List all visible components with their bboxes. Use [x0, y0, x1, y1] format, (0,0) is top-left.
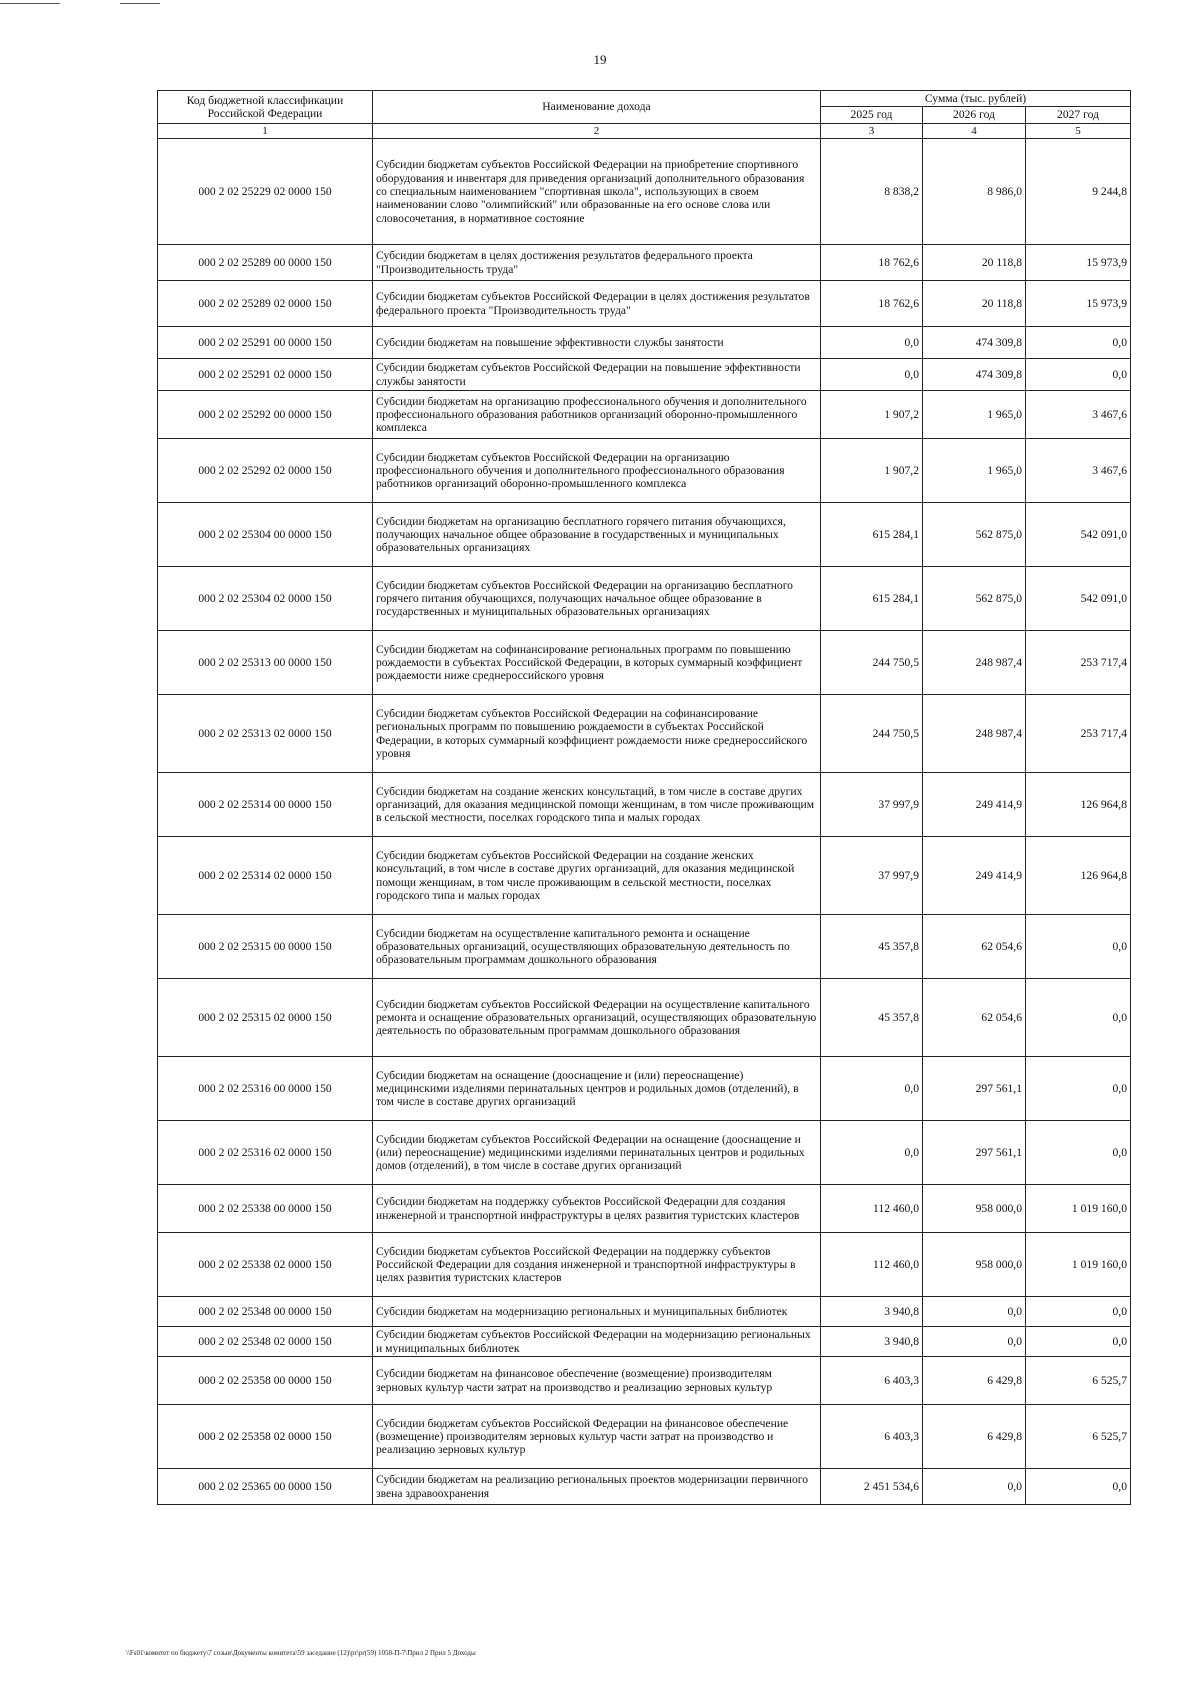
revenue-name-cell: Субсидии бюджетам на организацию бесплатного горячего питания обучающихся, получающих начальное общее образование в государственных и муниципальных образовательных организациях [373, 503, 821, 567]
revenue-name-cell: Субсидии бюджетам на повышение эффективности службы занятости [373, 327, 821, 359]
table-row [158, 1185, 1131, 1233]
table-row [158, 245, 1131, 281]
amount-2026-cell: 0,0 [923, 1327, 1026, 1357]
amount-2026-cell: 0,0 [923, 1297, 1026, 1327]
amount-2026-cell: 958 000,0 [923, 1233, 1026, 1297]
revenue-name-cell: Субсидии бюджетам субъектов Российской Федерации в целях достижения результатов федерального проекта "Производительность труда" [373, 281, 821, 327]
amount-2027-cell: 6 525,7 [1026, 1357, 1131, 1405]
revenue-name-cell: Субсидии бюджетам субъектов Российской Федерации на создание женских консультаций, в том числе в составе других организаций, для оказания медицинской помощи женщинам, в том числе проживающим в сельской местности, поселках городского типа и малых городах [373, 837, 821, 915]
amount-2026-cell: 562 875,0 [923, 503, 1026, 567]
amount-2025-cell: 6 403,3 [821, 1357, 923, 1405]
amount-2026-cell: 474 309,8 [923, 327, 1026, 359]
amount-2027-cell: 3 467,6 [1026, 439, 1131, 503]
budget-code-cell: 000 2 02 25316 02 0000 150 [158, 1121, 373, 1185]
revenue-name-cell: Субсидии бюджетам в целях достижения результатов федерального проекта "Производительность труда" [373, 245, 821, 281]
amount-2025-cell: 0,0 [821, 327, 923, 359]
amount-2025-cell: 3 940,8 [821, 1297, 923, 1327]
amount-2026-cell: 62 054,6 [923, 979, 1026, 1057]
amount-2025-cell: 112 460,0 [821, 1233, 923, 1297]
amount-2026-cell: 20 118,8 [923, 281, 1026, 327]
amount-2027-cell: 126 964,8 [1026, 773, 1131, 837]
table-row [158, 1297, 1131, 1327]
amount-2026-cell: 562 875,0 [923, 567, 1026, 631]
amount-2026-cell: 1 965,0 [923, 439, 1026, 503]
budget-code-cell: 000 2 02 25313 02 0000 150 [158, 695, 373, 773]
amount-2026-cell: 248 987,4 [923, 695, 1026, 773]
table-row [158, 503, 1131, 567]
budget-code-cell: 000 2 02 25289 00 0000 150 [158, 245, 373, 281]
amount-2027-cell: 542 091,0 [1026, 503, 1131, 567]
amount-2027-cell: 15 973,9 [1026, 281, 1131, 327]
column-number: 4 [923, 123, 1026, 139]
amount-2026-cell: 297 561,1 [923, 1121, 1026, 1185]
amount-2025-cell: 0,0 [821, 359, 923, 391]
amount-2027-cell: 253 717,4 [1026, 695, 1131, 773]
amount-2026-cell: 20 118,8 [923, 245, 1026, 281]
budget-code-cell: 000 2 02 25316 00 0000 150 [158, 1057, 373, 1121]
budget-code-cell: 000 2 02 25365 00 0000 150 [158, 1469, 373, 1505]
budget-code-cell: 000 2 02 25291 00 0000 150 [158, 327, 373, 359]
budget-code-cell: 000 2 02 25338 02 0000 150 [158, 1233, 373, 1297]
revenue-name-cell: Субсидии бюджетам субъектов Российской Федерации на финансовое обеспечение (возмещение) производителям зерновых культур части затрат на производство и реализацию зерновых культур [373, 1405, 821, 1469]
table-row [158, 281, 1131, 327]
header-name: Наименование дохода [373, 91, 821, 124]
amount-2025-cell: 244 750,5 [821, 631, 923, 695]
budget-code-cell: 000 2 02 25313 00 0000 150 [158, 631, 373, 695]
budget-code-cell: 000 2 02 25291 02 0000 150 [158, 359, 373, 391]
table-row [158, 439, 1131, 503]
revenue-name-cell: Субсидии бюджетам на оснащение (дооснащение и (или) переоснащение) медицинскими изделиями перинатальных центров и родильных домов (отделений), в том числе в составе других организаций [373, 1057, 821, 1121]
budget-code-cell: 000 2 02 25348 02 0000 150 [158, 1327, 373, 1357]
header-year-2026: 2026 год [923, 107, 1026, 123]
revenue-name-cell: Субсидии бюджетам субъектов Российской Федерации на поддержку субъектов Российской Федерации для создания инженерной и транспортной инфраструктуры в целях развития туристских кластеров [373, 1233, 821, 1297]
amount-2025-cell: 3 940,8 [821, 1327, 923, 1357]
amount-2027-cell: 9 244,8 [1026, 139, 1131, 245]
amount-2027-cell: 0,0 [1026, 1327, 1131, 1357]
amount-2027-cell: 3 467,6 [1026, 391, 1131, 439]
amount-2026-cell: 8 986,0 [923, 139, 1026, 245]
amount-2027-cell: 253 717,4 [1026, 631, 1131, 695]
revenue-name-cell: Субсидии бюджетам на осуществление капитального ремонта и оснащение образовательных организаций, осуществляющих образовательную деятельность по образовательным программам дошкольного образования [373, 915, 821, 979]
amount-2026-cell: 1 965,0 [923, 391, 1026, 439]
table-row [158, 1121, 1131, 1185]
amount-2025-cell: 8 838,2 [821, 139, 923, 245]
amount-2027-cell: 0,0 [1026, 1469, 1131, 1505]
amount-2027-cell: 0,0 [1026, 1057, 1131, 1121]
table-row [158, 631, 1131, 695]
table-row [158, 837, 1131, 915]
table-row [158, 391, 1131, 439]
table-column-numbers-row [158, 123, 1131, 139]
amount-2027-cell: 1 019 160,0 [1026, 1233, 1131, 1297]
amount-2026-cell: 248 987,4 [923, 631, 1026, 695]
amount-2027-cell: 542 091,0 [1026, 567, 1131, 631]
table-row [158, 359, 1131, 391]
table-row [158, 1327, 1131, 1357]
header-year-2027: 2027 год [1026, 107, 1131, 123]
budget-code-cell: 000 2 02 25304 00 0000 150 [158, 503, 373, 567]
amount-2025-cell: 2 451 534,6 [821, 1469, 923, 1505]
amount-2025-cell: 18 762,6 [821, 281, 923, 327]
amount-2027-cell: 0,0 [1026, 327, 1131, 359]
header-code: Код бюджетной классификации Российской Федерации [158, 91, 373, 124]
amount-2025-cell: 1 907,2 [821, 391, 923, 439]
amount-2027-cell: 0,0 [1026, 979, 1131, 1057]
amount-2027-cell: 15 973,9 [1026, 245, 1131, 281]
revenue-name-cell: Субсидии бюджетам субъектов Российской Федерации на софинансирование региональных программ по повышению рождаемости в субъектах Российской Федерации, в которых суммарный коэффициент рождаемости ниже среднероссийского уровня [373, 695, 821, 773]
revenue-name-cell: Субсидии бюджетам на реализацию региональных проектов модернизации первичного звена здравоохранения [373, 1469, 821, 1505]
amount-2025-cell: 0,0 [821, 1057, 923, 1121]
table-row [158, 773, 1131, 837]
budget-code-cell: 000 2 02 25315 02 0000 150 [158, 979, 373, 1057]
column-number: 5 [1026, 123, 1131, 139]
revenue-name-cell: Субсидии бюджетам на модернизацию региональных и муниципальных библиотек [373, 1297, 821, 1327]
amount-2027-cell: 0,0 [1026, 1121, 1131, 1185]
table-row [158, 979, 1131, 1057]
amount-2026-cell: 958 000,0 [923, 1185, 1026, 1233]
scan-artifact-line [0, 3, 60, 4]
page-number: 19 [593, 52, 607, 67]
amount-2027-cell: 0,0 [1026, 359, 1131, 391]
revenue-name-cell: Субсидии бюджетам субъектов Российской Федерации на осуществление капитального ремонта и оснащение образовательных организаций, осуществляющих образовательную деятельность по образовательным программам дошкольного образования [373, 979, 821, 1057]
scan-artifact-line [120, 3, 160, 4]
amount-2027-cell: 0,0 [1026, 1297, 1131, 1327]
budget-code-cell: 000 2 02 25292 00 0000 150 [158, 391, 373, 439]
table-row [158, 1233, 1131, 1297]
footer-file-path: \\Fs01\комитет по бюджету\7 созыв\Документы комитета\59 заседание (12)\pr\pr(59) 1058-П-7\Прил 2 Прил 5 Доходы [126, 1649, 476, 1657]
revenue-name-cell: Субсидии бюджетам субъектов Российской Федерации на оснащение (дооснащение и (или) переоснащение) медицинскими изделиями перинатальных центров и родильных домов (отделений), в том числе в составе других организаций [373, 1121, 821, 1185]
amount-2027-cell: 0,0 [1026, 915, 1131, 979]
table-row [158, 1405, 1131, 1469]
revenue-name-cell: Субсидии бюджетам на софинансирование региональных программ по повышению рождаемости в субъектах Российской Федерации, в которых суммарный коэффициент рождаемости ниже среднероссийского уровня [373, 631, 821, 695]
table-header-row [158, 91, 1131, 107]
revenue-name-cell: Субсидии бюджетам субъектов Российской Федерации на организацию бесплатного горячего питания обучающихся, получающих начальное общее образование в государственных и муниципальных образовательных организациях [373, 567, 821, 631]
budget-code-cell: 000 2 02 25292 02 0000 150 [158, 439, 373, 503]
budget-code-cell: 000 2 02 25315 00 0000 150 [158, 915, 373, 979]
revenue-table [157, 90, 1131, 1505]
amount-2026-cell: 297 561,1 [923, 1057, 1026, 1121]
amount-2026-cell: 6 429,8 [923, 1357, 1026, 1405]
table-row [158, 567, 1131, 631]
table-row [158, 139, 1131, 245]
budget-code-cell: 000 2 02 25289 02 0000 150 [158, 281, 373, 327]
table-row [158, 1357, 1131, 1405]
amount-2025-cell: 615 284,1 [821, 567, 923, 631]
column-number: 1 [158, 123, 373, 139]
header-year-2025: 2025 год [821, 107, 923, 123]
amount-2026-cell: 249 414,9 [923, 837, 1026, 915]
amount-2026-cell: 6 429,8 [923, 1405, 1026, 1469]
amount-2026-cell: 249 414,9 [923, 773, 1026, 837]
amount-2027-cell: 6 525,7 [1026, 1405, 1131, 1469]
revenue-name-cell: Субсидии бюджетам на создание женских консультаций, в том числе в составе других организаций, для оказания медицинской помощи женщинам, в том числе проживающим в сельской местности, поселках городского типа и малых городах [373, 773, 821, 837]
amount-2025-cell: 45 357,8 [821, 915, 923, 979]
revenue-name-cell: Субсидии бюджетам на организацию профессионального обучения и дополнительного профессионального образования работников организаций оборонно-промышленного комплекса [373, 391, 821, 439]
header-sum: Сумма (тыс. рублей) [821, 91, 1131, 107]
budget-code-cell: 000 2 02 25229 02 0000 150 [158, 139, 373, 245]
amount-2025-cell: 37 997,9 [821, 773, 923, 837]
budget-code-cell: 000 2 02 25338 00 0000 150 [158, 1185, 373, 1233]
revenue-name-cell: Субсидии бюджетам на финансовое обеспечение (возмещение) производителям зерновых культур части затрат на производство и реализацию зерновых культур [373, 1357, 821, 1405]
amount-2025-cell: 244 750,5 [821, 695, 923, 773]
column-number: 2 [373, 123, 821, 139]
budget-code-cell: 000 2 02 25358 00 0000 150 [158, 1357, 373, 1405]
table-row [158, 915, 1131, 979]
table-row [158, 695, 1131, 773]
table-body [158, 139, 1131, 1505]
amount-2026-cell: 62 054,6 [923, 915, 1026, 979]
table-row [158, 327, 1131, 359]
revenue-name-cell: Субсидии бюджетам субъектов Российской Федерации на организацию профессионального обучения и дополнительного профессионального образования работников организаций оборонно-промышленного комплекса [373, 439, 821, 503]
amount-2025-cell: 0,0 [821, 1121, 923, 1185]
table-row [158, 1057, 1131, 1121]
table-row [158, 1469, 1131, 1505]
amount-2027-cell: 1 019 160,0 [1026, 1185, 1131, 1233]
amount-2026-cell: 474 309,8 [923, 359, 1026, 391]
budget-code-cell: 000 2 02 25314 00 0000 150 [158, 773, 373, 837]
amount-2025-cell: 112 460,0 [821, 1185, 923, 1233]
amount-2025-cell: 615 284,1 [821, 503, 923, 567]
budget-code-cell: 000 2 02 25358 02 0000 150 [158, 1405, 373, 1469]
revenue-name-cell: Субсидии бюджетам субъектов Российской Федерации на приобретение спортивного оборудования и инвентаря для приведения организаций дополнительного образования со специальным наименованием "спортивная школа", использующих в своем наименовании слово "олимпийский" или образованные на его основе слова или словосочетания, в нормативное состояние [373, 139, 821, 245]
column-number: 3 [821, 123, 923, 139]
amount-2025-cell: 45 357,8 [821, 979, 923, 1057]
budget-code-cell: 000 2 02 25348 00 0000 150 [158, 1297, 373, 1327]
amount-2025-cell: 1 907,2 [821, 439, 923, 503]
revenue-name-cell: Субсидии бюджетам субъектов Российской Федерации на модернизацию региональных и муниципальных библиотек [373, 1327, 821, 1357]
revenue-name-cell: Субсидии бюджетам на поддержку субъектов Российской Федерации для создания инженерной и транспортной инфраструктуры в целях развития туристских кластеров [373, 1185, 821, 1233]
amount-2025-cell: 6 403,3 [821, 1405, 923, 1469]
revenue-name-cell: Субсидии бюджетам субъектов Российской Федерации на повышение эффективности службы занятости [373, 359, 821, 391]
amount-2027-cell: 126 964,8 [1026, 837, 1131, 915]
amount-2026-cell: 0,0 [923, 1469, 1026, 1505]
budget-code-cell: 000 2 02 25304 02 0000 150 [158, 567, 373, 631]
amount-2025-cell: 37 997,9 [821, 837, 923, 915]
budget-code-cell: 000 2 02 25314 02 0000 150 [158, 837, 373, 915]
amount-2025-cell: 18 762,6 [821, 245, 923, 281]
